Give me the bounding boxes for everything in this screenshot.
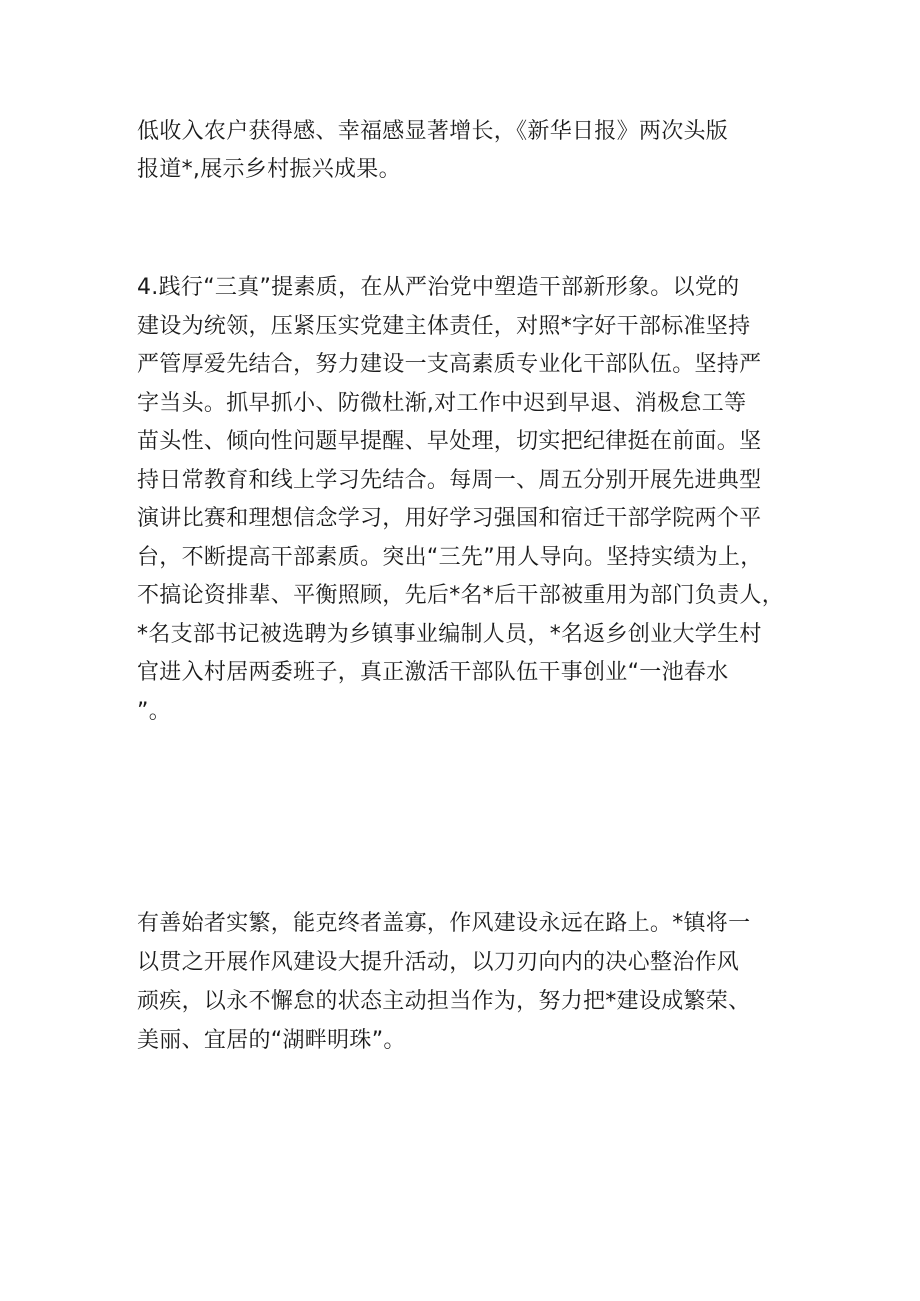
text-line: 持日常教育和线上学习先结合。每周一、周五分别开展先进典型 xyxy=(137,467,762,493)
text-line: 报道*,展示乡村振兴成果。 xyxy=(137,157,401,182)
text-line: 字当头。抓早抓小、防微杜渐,对工作中迟到早退、消极怠工等 xyxy=(137,390,747,416)
text-line: 顽疾，以永不懈怠的状态主动担当作为，努力把*建设成繁荣、 xyxy=(137,989,751,1014)
paragraph-cadre-image xyxy=(137,269,797,731)
text-line: 美丽、宜居的“湖畔明珠”。 xyxy=(137,1028,406,1053)
text-line: 有善始者实繁，能克终者盖寡，作风建设永远在路上。*镇将一 xyxy=(137,911,751,936)
text-line: ”。 xyxy=(137,698,171,724)
text-line: 建设为统领，压紧压实党建主体责任，对照*字好干部标准坚持 xyxy=(137,313,751,339)
text-line: 台，不断提高干部素质。突出“三先”用人导向。坚持实绩为上， xyxy=(137,544,763,570)
text-line: 官进入村居两委班子，真正激活干部队伍干事创业“一池春水 xyxy=(137,660,729,685)
text-line: 苗头性、倾向性问题早提醒、早处理，切实把纪律挺在前面。坚 xyxy=(137,429,762,454)
text-line: 严管厚爱先结合，努力建设一支高素质专业化干部队伍。坚持严 xyxy=(137,352,762,377)
text-line: *名支部书记被选聘为乡镇事业编制人员，*名返乡创业大学生村 xyxy=(137,621,762,647)
text-line: 演讲比赛和理想信念学习，用好学习强国和宿迁干部学院两个平 xyxy=(137,506,762,531)
paragraph-rural-revitalization xyxy=(137,114,797,190)
text-line: 4.践行“三真”提素质，在从严治党中塑造干部新形象。以党的 xyxy=(137,275,740,300)
text-line: 不搞论资排辈、平衡照顾，先后*名*后干部被重用为部门负责人， xyxy=(137,583,785,608)
paragraph-conclusion xyxy=(137,905,797,1061)
text-line: 低收入农户获得感、幸福感显著增长，《新华日报》两次头版 xyxy=(137,119,729,144)
text-line: 以贯之开展作风建设大提升活动，以刀刃向内的决心整治作风 xyxy=(137,950,740,975)
